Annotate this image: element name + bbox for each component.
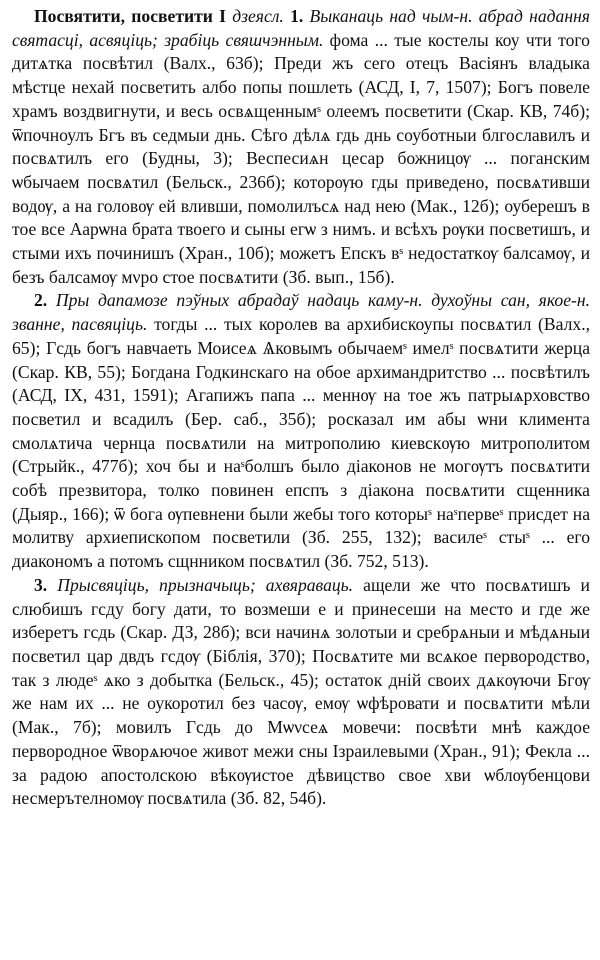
sense-3-citations: ащели же что посвѧтишъ и слюбишъ гсду богу дати, то возмеши е и принесеши на место и где же изберетъ гсдь (Скар. ДЗ, 28б); вси начинѧ золотыи и сребрѧныи и мѣдѧныи посветил цар двдъ гсдѹ (Біблія, 370); Посвѧтите ми всѧкое первородство, так з людеˢ ѧко з добытка (Бельск., 45); остаток дній своих дѧкѹючи Бгѹ же нам их ... не оукоротил без часѹ, емѹ ѡфѣровати и посвѧтити мѣли (Мак., 7б); мовилъ Гсдь до Мѡνсеѧ мовечи: посвѣти мнѣ каждое первородное ѿворѧючое живот межи сны Ізраилевыми (Хран., 91); Фекла ... за радою апостолскою вѣкѹистое дѣвицство свое хви ѡблѹбенцови несмерътелномѹ посвѧтила (Зб. 82, 54б).	[12, 574, 590, 809]
sense-3-definition: Прысвяціць, прызначыць; ахвяраваць.	[57, 574, 354, 595]
sense-2-definition: Пры дапамозе пэўных абрадаў надаць каму-н. духоўны сан, якое-н. званне, пасвяціць.	[12, 290, 591, 335]
sense-1-definition: Выканаць над чым-н. абрад надання святасці, асвяціць; зрабіць свяшчэнным.	[12, 6, 590, 50]
sense-1-citations: фома ... тые костелы коу чти того дитѧтка посвѣтил (Валх., 63б); Преди жъ сего отецъ Васіянъ владыка мѣстце нехай посветить албо попы пошлеть (АСД, I, 7, 1507); Богъ повеле храмъ воздвигнути, и весь освѧщеннымˢ олеемъ посветити (Скар. КВ, 74б); ѿпочноулъ Бгъ въ седмыи днь. Сѣго дѣлѧ гдь днь соуботныи блгославилъ и посвѧтилъ его (Будны, 3); Веспесиѧн цесар божницѹ ... поганским ѡбычаем посвѧтил (Бельск., 236б); которѹю гды приведено, посвѧтивши водѹ, а на головѹ ей вливши, помолилъсѧ над нею (Мак., 12б); оуберешъ в тое все Аарѡна брата твоего и сыны егѡ з нимъ. и всѣхъ рѹки посветишъ, и стыми ихъ починишъ (Хран., 10б); можетъ Епскъ вˢ недостаткѹ балсамѹ, и безъ балсамѹ мνро стое посвѧтити (Зб. вып., 15б).	[12, 29, 590, 287]
sense-3-number: 3.	[34, 574, 48, 595]
sense-1-paragraph	[12, 5, 590, 289]
sense-2-paragraph	[12, 289, 590, 573]
headword: Посвятити, посветити I	[34, 6, 226, 26]
sense-2-citations: тогды ... тых королев ва архибискоупы посвѧтил (Валх., 65); Гсдь богъ навчаеть Моисеѧ Ѧковымъ обычаемˢ имелˢ посвѧтити жерца (Скар. КВ, 55); Богдана Годкинскаго на обое архимандритство ... посвѣтилъ (АСД, IX, 431, 1591); Агапижъ папа ... меннѹ на тое жъ патрыѧрховство посветил и всадилъ (Бер. саб., 35б); росказал им абы ѡни климента смолѧтича чернца посвѧтили на митрополию киевскѹю митрополитом (Стрыйк., 477б); хоч бы и наˢболшъ было діаконов не могѹтъ посвѧтити собѣ презвитора, толко повинен епспъ з діакона посвѧтити сщенника (Дыяр., 166); ѿ бога ѹпевнени были жебы того которыˢ наˢпервеˢ присдет на молитву архиепископом посветили (Зб. 255, 132); василеˢ стыˢ ... его диакономъ а потомъ сщнником посвѧтил (Зб. 752, 513).	[12, 314, 590, 572]
sense-3-paragraph	[12, 574, 590, 811]
grammar-label: дзеясл.	[232, 6, 284, 26]
sense-2-number: 2.	[34, 290, 48, 311]
sense-1-number: 1.	[290, 6, 304, 26]
